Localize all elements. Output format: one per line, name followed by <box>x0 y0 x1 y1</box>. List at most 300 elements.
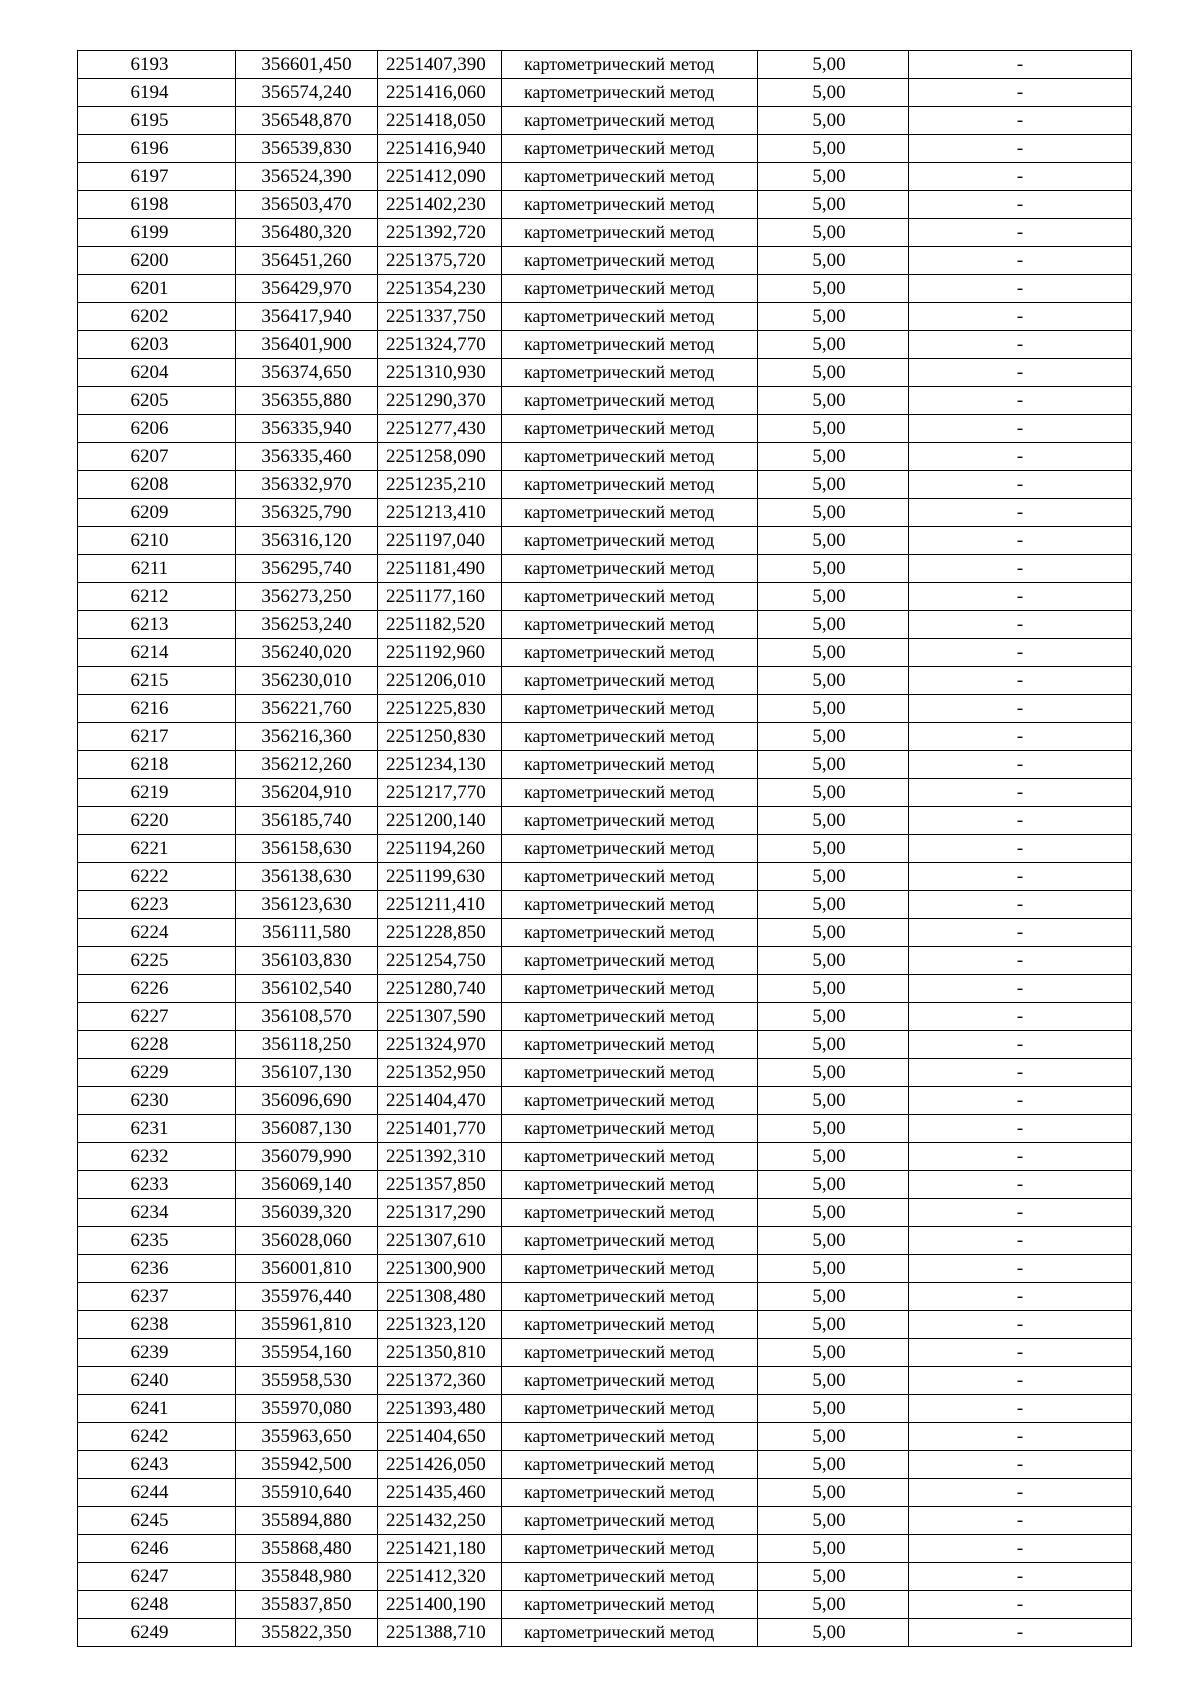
table-row <box>78 555 1132 583</box>
x-coordinate-cell: 356451,260 <box>236 247 378 275</box>
accuracy-cell: 5,00 <box>758 723 909 751</box>
method-cell: картометрический метод <box>502 1339 758 1367</box>
accuracy-cell: 5,00 <box>758 695 909 723</box>
x-coordinate-cell: 356158,630 <box>236 835 378 863</box>
y-coordinate-cell: 2251324,970 <box>378 1031 502 1059</box>
accuracy-cell: 5,00 <box>758 1255 909 1283</box>
x-coordinate-cell: 356028,060 <box>236 1227 378 1255</box>
point-number-cell: 6220 <box>78 807 236 835</box>
y-coordinate-cell: 2251352,950 <box>378 1059 502 1087</box>
table-row <box>78 471 1132 499</box>
accuracy-cell: 5,00 <box>758 1395 909 1423</box>
accuracy-cell: 5,00 <box>758 51 909 79</box>
method-cell: картометрический метод <box>502 191 758 219</box>
point-number-cell: 6217 <box>78 723 236 751</box>
table-row <box>78 443 1132 471</box>
point-number-cell: 6239 <box>78 1339 236 1367</box>
y-coordinate-cell: 2251206,010 <box>378 667 502 695</box>
point-number-cell: 6198 <box>78 191 236 219</box>
point-number-cell: 6248 <box>78 1591 236 1619</box>
point-number-cell: 6218 <box>78 751 236 779</box>
method-cell: картометрический метод <box>502 947 758 975</box>
method-cell: картометрический метод <box>502 1031 758 1059</box>
note-cell: - <box>909 835 1132 863</box>
note-cell: - <box>909 387 1132 415</box>
accuracy-cell: 5,00 <box>758 135 909 163</box>
method-cell: картометрический метод <box>502 919 758 947</box>
x-coordinate-cell: 356240,020 <box>236 639 378 667</box>
point-number-cell: 6203 <box>78 331 236 359</box>
y-coordinate-cell: 2251250,830 <box>378 723 502 751</box>
accuracy-cell: 5,00 <box>758 1507 909 1535</box>
method-cell: картометрический метод <box>502 555 758 583</box>
point-number-cell: 6221 <box>78 835 236 863</box>
note-cell: - <box>909 1367 1132 1395</box>
method-cell: картометрический метод <box>502 1563 758 1591</box>
accuracy-cell: 5,00 <box>758 1311 909 1339</box>
table-row <box>78 1311 1132 1339</box>
accuracy-cell: 5,00 <box>758 303 909 331</box>
note-cell: - <box>909 247 1132 275</box>
y-coordinate-cell: 2251310,930 <box>378 359 502 387</box>
table-row <box>78 1339 1132 1367</box>
point-number-cell: 6242 <box>78 1423 236 1451</box>
accuracy-cell: 5,00 <box>758 1283 909 1311</box>
table-row <box>78 611 1132 639</box>
y-coordinate-cell: 2251300,900 <box>378 1255 502 1283</box>
table-row <box>78 415 1132 443</box>
x-coordinate-cell: 355976,440 <box>236 1283 378 1311</box>
table-row <box>78 527 1132 555</box>
method-cell: картометрический метод <box>502 1143 758 1171</box>
x-coordinate-cell: 356123,630 <box>236 891 378 919</box>
accuracy-cell: 5,00 <box>758 835 909 863</box>
table-row <box>78 51 1132 79</box>
y-coordinate-cell: 2251357,850 <box>378 1171 502 1199</box>
method-cell: картометрический метод <box>502 415 758 443</box>
accuracy-cell: 5,00 <box>758 79 909 107</box>
accuracy-cell: 5,00 <box>758 779 909 807</box>
note-cell: - <box>909 79 1132 107</box>
note-cell: - <box>909 1031 1132 1059</box>
note-cell: - <box>909 191 1132 219</box>
x-coordinate-cell: 356429,970 <box>236 275 378 303</box>
method-cell: картометрический метод <box>502 1423 758 1451</box>
point-number-cell: 6225 <box>78 947 236 975</box>
y-coordinate-cell: 2251280,740 <box>378 975 502 1003</box>
table-row <box>78 275 1132 303</box>
x-coordinate-cell: 356524,390 <box>236 163 378 191</box>
note-cell: - <box>909 1339 1132 1367</box>
x-coordinate-cell: 355942,500 <box>236 1451 378 1479</box>
method-cell: картометрический метод <box>502 1171 758 1199</box>
method-cell: картометрический метод <box>502 219 758 247</box>
accuracy-cell: 5,00 <box>758 1451 909 1479</box>
y-coordinate-cell: 2251254,750 <box>378 947 502 975</box>
method-cell: картометрический метод <box>502 835 758 863</box>
point-number-cell: 6208 <box>78 471 236 499</box>
x-coordinate-cell: 356374,650 <box>236 359 378 387</box>
point-number-cell: 6237 <box>78 1283 236 1311</box>
x-coordinate-cell: 355822,350 <box>236 1619 378 1647</box>
table-row <box>78 667 1132 695</box>
note-cell: - <box>909 163 1132 191</box>
method-cell: картометрический метод <box>502 1395 758 1423</box>
y-coordinate-cell: 2251182,520 <box>378 611 502 639</box>
accuracy-cell: 5,00 <box>758 947 909 975</box>
table-row <box>78 919 1132 947</box>
method-cell: картометрический метод <box>502 583 758 611</box>
y-coordinate-cell: 2251234,130 <box>378 751 502 779</box>
method-cell: картометрический метод <box>502 1507 758 1535</box>
point-number-cell: 6226 <box>78 975 236 1003</box>
accuracy-cell: 5,00 <box>758 1143 909 1171</box>
y-coordinate-cell: 2251392,310 <box>378 1143 502 1171</box>
method-cell: картометрический метод <box>502 639 758 667</box>
table-row <box>78 947 1132 975</box>
accuracy-cell: 5,00 <box>758 583 909 611</box>
point-number-cell: 6222 <box>78 863 236 891</box>
method-cell: картометрический метод <box>502 1227 758 1255</box>
note-cell: - <box>909 331 1132 359</box>
note-cell: - <box>909 443 1132 471</box>
point-number-cell: 6212 <box>78 583 236 611</box>
accuracy-cell: 5,00 <box>758 891 909 919</box>
y-coordinate-cell: 2251181,490 <box>378 555 502 583</box>
x-coordinate-cell: 356574,240 <box>236 79 378 107</box>
x-coordinate-cell: 356335,940 <box>236 415 378 443</box>
table-row <box>78 779 1132 807</box>
note-cell: - <box>909 1087 1132 1115</box>
table-row <box>78 359 1132 387</box>
accuracy-cell: 5,00 <box>758 611 909 639</box>
note-cell: - <box>909 275 1132 303</box>
y-coordinate-cell: 2251354,230 <box>378 275 502 303</box>
method-cell: картометрический метод <box>502 975 758 1003</box>
accuracy-cell: 5,00 <box>758 667 909 695</box>
table-row <box>78 1143 1132 1171</box>
y-coordinate-cell: 2251194,260 <box>378 835 502 863</box>
accuracy-cell: 5,00 <box>758 219 909 247</box>
point-number-cell: 6243 <box>78 1451 236 1479</box>
method-cell: картометрический метод <box>502 527 758 555</box>
y-coordinate-cell: 2251407,390 <box>378 51 502 79</box>
accuracy-cell: 5,00 <box>758 1423 909 1451</box>
x-coordinate-cell: 356096,690 <box>236 1087 378 1115</box>
method-cell: картометрический метод <box>502 331 758 359</box>
y-coordinate-cell: 2251400,190 <box>378 1591 502 1619</box>
y-coordinate-cell: 2251258,090 <box>378 443 502 471</box>
accuracy-cell: 5,00 <box>758 555 909 583</box>
table-row <box>78 1199 1132 1227</box>
note-cell: - <box>909 919 1132 947</box>
method-cell: картометрический метод <box>502 1591 758 1619</box>
note-cell: - <box>909 1283 1132 1311</box>
note-cell: - <box>909 1311 1132 1339</box>
note-cell: - <box>909 779 1132 807</box>
table-row <box>78 1423 1132 1451</box>
note-cell: - <box>909 1115 1132 1143</box>
note-cell: - <box>909 1507 1132 1535</box>
table-row <box>78 135 1132 163</box>
x-coordinate-cell: 356539,830 <box>236 135 378 163</box>
note-cell: - <box>909 667 1132 695</box>
point-number-cell: 6233 <box>78 1171 236 1199</box>
y-coordinate-cell: 2251290,370 <box>378 387 502 415</box>
y-coordinate-cell: 2251317,290 <box>378 1199 502 1227</box>
x-coordinate-cell: 356204,910 <box>236 779 378 807</box>
x-coordinate-cell: 356230,010 <box>236 667 378 695</box>
x-coordinate-cell: 356221,760 <box>236 695 378 723</box>
table-row <box>78 751 1132 779</box>
table-row <box>78 1507 1132 1535</box>
y-coordinate-cell: 2251323,120 <box>378 1311 502 1339</box>
note-cell: - <box>909 1535 1132 1563</box>
x-coordinate-cell: 355868,480 <box>236 1535 378 1563</box>
note-cell: - <box>909 1143 1132 1171</box>
point-number-cell: 6210 <box>78 527 236 555</box>
accuracy-cell: 5,00 <box>758 1619 909 1647</box>
table-row <box>78 863 1132 891</box>
y-coordinate-cell: 2251421,180 <box>378 1535 502 1563</box>
accuracy-cell: 5,00 <box>758 919 909 947</box>
y-coordinate-cell: 2251217,770 <box>378 779 502 807</box>
note-cell: - <box>909 1619 1132 1647</box>
point-number-cell: 6244 <box>78 1479 236 1507</box>
table-row <box>78 107 1132 135</box>
note-cell: - <box>909 1479 1132 1507</box>
x-coordinate-cell: 356332,970 <box>236 471 378 499</box>
table-row <box>78 79 1132 107</box>
point-number-cell: 6214 <box>78 639 236 667</box>
point-number-cell: 6211 <box>78 555 236 583</box>
table-row <box>78 1255 1132 1283</box>
x-coordinate-cell: 356253,240 <box>236 611 378 639</box>
y-coordinate-cell: 2251375,720 <box>378 247 502 275</box>
coordinates-table-body <box>78 51 1132 1647</box>
x-coordinate-cell: 355910,640 <box>236 1479 378 1507</box>
x-coordinate-cell: 356417,940 <box>236 303 378 331</box>
point-number-cell: 6234 <box>78 1199 236 1227</box>
x-coordinate-cell: 356087,130 <box>236 1115 378 1143</box>
point-number-cell: 6209 <box>78 499 236 527</box>
y-coordinate-cell: 2251416,940 <box>378 135 502 163</box>
y-coordinate-cell: 2251324,770 <box>378 331 502 359</box>
method-cell: картометрический метод <box>502 751 758 779</box>
note-cell: - <box>909 1199 1132 1227</box>
method-cell: картометрический метод <box>502 779 758 807</box>
x-coordinate-cell: 356079,990 <box>236 1143 378 1171</box>
note-cell: - <box>909 695 1132 723</box>
point-number-cell: 6215 <box>78 667 236 695</box>
point-number-cell: 6224 <box>78 919 236 947</box>
y-coordinate-cell: 2251393,480 <box>378 1395 502 1423</box>
table-row <box>78 1031 1132 1059</box>
accuracy-cell: 5,00 <box>758 1227 909 1255</box>
point-number-cell: 6195 <box>78 107 236 135</box>
note-cell: - <box>909 415 1132 443</box>
table-row <box>78 1591 1132 1619</box>
accuracy-cell: 5,00 <box>758 443 909 471</box>
table-row <box>78 583 1132 611</box>
y-coordinate-cell: 2251211,410 <box>378 891 502 919</box>
method-cell: картометрический метод <box>502 275 758 303</box>
table-row <box>78 891 1132 919</box>
note-cell: - <box>909 51 1132 79</box>
y-coordinate-cell: 2251307,590 <box>378 1003 502 1031</box>
accuracy-cell: 5,00 <box>758 1115 909 1143</box>
x-coordinate-cell: 356102,540 <box>236 975 378 1003</box>
table-row <box>78 1003 1132 1031</box>
note-cell: - <box>909 359 1132 387</box>
table-row <box>78 1619 1132 1647</box>
method-cell: картометрический метод <box>502 107 758 135</box>
method-cell: картометрический метод <box>502 863 758 891</box>
accuracy-cell: 5,00 <box>758 471 909 499</box>
y-coordinate-cell: 2251307,610 <box>378 1227 502 1255</box>
x-coordinate-cell: 356355,880 <box>236 387 378 415</box>
note-cell: - <box>909 1171 1132 1199</box>
note-cell: - <box>909 135 1132 163</box>
y-coordinate-cell: 2251308,480 <box>378 1283 502 1311</box>
point-number-cell: 6200 <box>78 247 236 275</box>
y-coordinate-cell: 2251350,810 <box>378 1339 502 1367</box>
note-cell: - <box>909 1563 1132 1591</box>
y-coordinate-cell: 2251392,720 <box>378 219 502 247</box>
note-cell: - <box>909 583 1132 611</box>
accuracy-cell: 5,00 <box>758 1535 909 1563</box>
y-coordinate-cell: 2251401,770 <box>378 1115 502 1143</box>
x-coordinate-cell: 356111,580 <box>236 919 378 947</box>
method-cell: картометрический метод <box>502 1619 758 1647</box>
method-cell: картометрический метод <box>502 1059 758 1087</box>
accuracy-cell: 5,00 <box>758 191 909 219</box>
method-cell: картометрический метод <box>502 387 758 415</box>
method-cell: картометрический метод <box>502 1087 758 1115</box>
table-row <box>78 723 1132 751</box>
x-coordinate-cell: 355958,530 <box>236 1367 378 1395</box>
method-cell: картометрический метод <box>502 163 758 191</box>
method-cell: картометрический метод <box>502 135 758 163</box>
x-coordinate-cell: 356185,740 <box>236 807 378 835</box>
point-number-cell: 6194 <box>78 79 236 107</box>
table-row <box>78 1059 1132 1087</box>
method-cell: картометрический метод <box>502 667 758 695</box>
method-cell: картометрический метод <box>502 891 758 919</box>
note-cell: - <box>909 975 1132 1003</box>
note-cell: - <box>909 611 1132 639</box>
method-cell: картометрический метод <box>502 443 758 471</box>
x-coordinate-cell: 356335,460 <box>236 443 378 471</box>
table-row <box>78 1563 1132 1591</box>
note-cell: - <box>909 219 1132 247</box>
x-coordinate-cell: 356548,870 <box>236 107 378 135</box>
x-coordinate-cell: 356103,830 <box>236 947 378 975</box>
method-cell: картометрический метод <box>502 695 758 723</box>
note-cell: - <box>909 947 1132 975</box>
accuracy-cell: 5,00 <box>758 275 909 303</box>
note-cell: - <box>909 1059 1132 1087</box>
point-number-cell: 6245 <box>78 1507 236 1535</box>
note-cell: - <box>909 1003 1132 1031</box>
point-number-cell: 6206 <box>78 415 236 443</box>
table-row <box>78 807 1132 835</box>
y-coordinate-cell: 2251200,140 <box>378 807 502 835</box>
point-number-cell: 6236 <box>78 1255 236 1283</box>
accuracy-cell: 5,00 <box>758 863 909 891</box>
accuracy-cell: 5,00 <box>758 331 909 359</box>
method-cell: картометрический метод <box>502 1255 758 1283</box>
x-coordinate-cell: 355848,980 <box>236 1563 378 1591</box>
point-number-cell: 6199 <box>78 219 236 247</box>
x-coordinate-cell: 356001,810 <box>236 1255 378 1283</box>
y-coordinate-cell: 2251197,040 <box>378 527 502 555</box>
accuracy-cell: 5,00 <box>758 807 909 835</box>
note-cell: - <box>909 1227 1132 1255</box>
y-coordinate-cell: 2251426,050 <box>378 1451 502 1479</box>
point-number-cell: 6207 <box>78 443 236 471</box>
table-row <box>78 975 1132 1003</box>
point-number-cell: 6246 <box>78 1535 236 1563</box>
point-number-cell: 6204 <box>78 359 236 387</box>
y-coordinate-cell: 2251404,650 <box>378 1423 502 1451</box>
y-coordinate-cell: 2251388,710 <box>378 1619 502 1647</box>
table-row <box>78 303 1132 331</box>
accuracy-cell: 5,00 <box>758 1003 909 1031</box>
method-cell: картометрический метод <box>502 359 758 387</box>
x-coordinate-cell: 356325,790 <box>236 499 378 527</box>
x-coordinate-cell: 356118,250 <box>236 1031 378 1059</box>
y-coordinate-cell: 2251404,470 <box>378 1087 502 1115</box>
accuracy-cell: 5,00 <box>758 1199 909 1227</box>
method-cell: картометрический метод <box>502 1451 758 1479</box>
x-coordinate-cell: 356216,360 <box>236 723 378 751</box>
x-coordinate-cell: 356138,630 <box>236 863 378 891</box>
point-number-cell: 6229 <box>78 1059 236 1087</box>
accuracy-cell: 5,00 <box>758 1367 909 1395</box>
point-number-cell: 6213 <box>78 611 236 639</box>
point-number-cell: 6202 <box>78 303 236 331</box>
method-cell: картометрический метод <box>502 51 758 79</box>
table-row <box>78 331 1132 359</box>
note-cell: - <box>909 1255 1132 1283</box>
point-number-cell: 6249 <box>78 1619 236 1647</box>
x-coordinate-cell: 356108,570 <box>236 1003 378 1031</box>
y-coordinate-cell: 2251277,430 <box>378 415 502 443</box>
point-number-cell: 6232 <box>78 1143 236 1171</box>
accuracy-cell: 5,00 <box>758 499 909 527</box>
note-cell: - <box>909 107 1132 135</box>
method-cell: картометрический метод <box>502 247 758 275</box>
x-coordinate-cell: 355961,810 <box>236 1311 378 1339</box>
accuracy-cell: 5,00 <box>758 639 909 667</box>
accuracy-cell: 5,00 <box>758 1591 909 1619</box>
y-coordinate-cell: 2251412,320 <box>378 1563 502 1591</box>
accuracy-cell: 5,00 <box>758 1339 909 1367</box>
accuracy-cell: 5,00 <box>758 1087 909 1115</box>
note-cell: - <box>909 555 1132 583</box>
x-coordinate-cell: 356601,450 <box>236 51 378 79</box>
point-number-cell: 6247 <box>78 1563 236 1591</box>
accuracy-cell: 5,00 <box>758 1171 909 1199</box>
table-row <box>78 191 1132 219</box>
note-cell: - <box>909 1451 1132 1479</box>
accuracy-cell: 5,00 <box>758 751 909 779</box>
point-number-cell: 6235 <box>78 1227 236 1255</box>
note-cell: - <box>909 303 1132 331</box>
method-cell: картометрический метод <box>502 1199 758 1227</box>
table-row <box>78 1395 1132 1423</box>
